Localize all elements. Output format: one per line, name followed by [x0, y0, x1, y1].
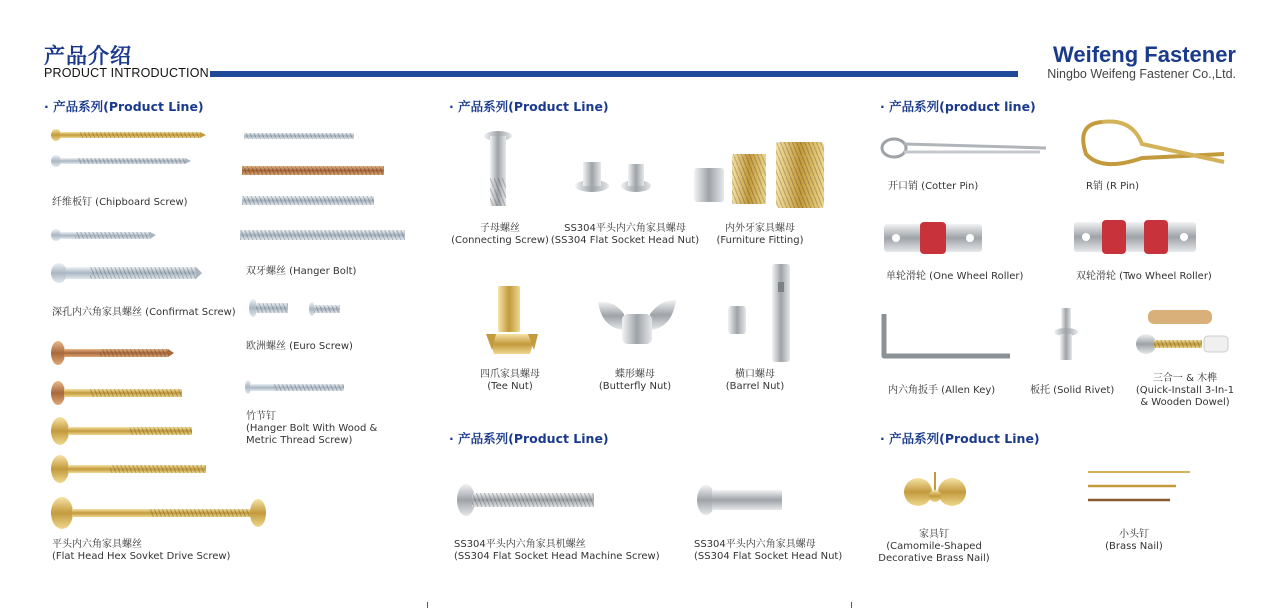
caption-tee-nut-en: (Tee Nut) [487, 381, 533, 392]
section-heading-col2-bottom: · 产品系列(Product Line) [449, 431, 609, 446]
fold-mark-right [851, 602, 852, 608]
caption-brass-nail-en: (Brass Nail) [1105, 541, 1163, 552]
caption-tee-nut-cn: 四爪家具螺母 [480, 369, 540, 380]
furniture-fitting-image [690, 136, 830, 214]
caption-solid-rivet: 板托 (Solid Rivet) [1030, 385, 1115, 396]
chipboard-screw-image [50, 126, 210, 176]
caption-chipboard-screw: 纤维板钉 (Chipboard Screw) [52, 197, 188, 208]
caption-butterfly-nut-cn: 蝶形螺母 [615, 369, 655, 380]
confirmat-screw-image [50, 225, 210, 287]
caption-decorative-nail-en-2: Decorative Brass Nail) [878, 553, 990, 564]
caption-flat-head-screw-en: (Flat Head Hex Sovket Drive Screw) [52, 551, 231, 562]
caption-one-wheel-roller: 单轮滑轮 (One Wheel Roller) [886, 271, 1024, 282]
caption-decorative-nail-en-1: (Camomile-Shaped [886, 541, 982, 552]
caption-barrel-nut-en: (Barrel Nut) [725, 381, 785, 392]
caption-decorative-nail-cn: 家具钉 [919, 529, 949, 540]
barrel-nut-image [724, 262, 796, 364]
hanger-bolt-image [240, 128, 410, 248]
caption-euro-screw: 欧洲螺丝 (Euro Screw) [246, 341, 353, 352]
section-heading-col3-bottom: · 产品系列(Product Line) [880, 431, 1040, 446]
caption-connecting-screw-en: (Connecting Screw) [451, 235, 549, 246]
brass-nail-image [1084, 468, 1194, 504]
caption-bamboo-en-1: (Hanger Bolt With Wood & [246, 423, 378, 434]
two-wheel-roller-image [1072, 216, 1198, 256]
caption-furniture-fitting-en: (Furniture Fitting) [716, 235, 804, 246]
caption-quick-install-cn: 三合一 & 木榫 [1152, 373, 1218, 384]
caption-ss304-nut-cn: SS304平头内六角家具螺母 [564, 223, 686, 234]
decorative-nail-image [900, 466, 970, 512]
r-pin-image [1072, 114, 1232, 172]
euro-screw-image [248, 296, 348, 326]
header-divider [210, 71, 1018, 77]
caption-cotter-pin: 开口销 (Cotter Pin) [888, 181, 979, 192]
hanger-bolt-wood-image [244, 378, 354, 398]
caption-flat-head-screw-cn: 平头内六角家具螺丝 [52, 539, 142, 550]
caption-ss304-nut-en: (SS304 Flat Socket Head Nut) [550, 235, 700, 246]
caption-hanger-bolt: 双牙螺丝 (Hanger Bolt) [246, 266, 357, 277]
machine-screw-image [456, 482, 598, 522]
cotter-pin-image [880, 136, 1050, 162]
caption-confirmat-screw: 深孔内六角家具螺丝 (Confirmat Screw) [52, 307, 236, 318]
caption-connecting-screw-cn: 子母螺丝 [480, 223, 520, 234]
caption-r-pin: R销 (R Pin) [1086, 181, 1139, 192]
caption-two-wheel-roller: 双轮滑轮 (Two Wheel Roller) [1076, 271, 1212, 282]
page-subtitle: PRODUCT INTRODUCTION [44, 66, 209, 80]
connecting-screw-image [478, 128, 518, 214]
caption-ss304-nut-2-en: (SS304 Flat Socket Head Nut) [694, 551, 843, 562]
fold-mark-left [427, 602, 428, 608]
caption-ss304-nut-2-cn: SS304平头内六角家具螺母 [694, 539, 816, 550]
butterfly-nut-image [594, 294, 680, 352]
caption-quick-install-en-1: (Quick-Install 3-In-1 [1135, 385, 1235, 396]
caption-allen-key: 内六角扳手 (Allen Key) [888, 385, 996, 396]
tee-nut-image [484, 284, 540, 360]
one-wheel-roller-image [882, 220, 984, 256]
caption-bamboo-en-2: Metric Thread Screw) [246, 435, 353, 446]
caption-machine-screw-en: (SS304 Flat Socket Head Machine Screw) [454, 551, 660, 562]
page-title: 产品介绍 [44, 44, 132, 68]
ss304-socket-nut-image [572, 156, 662, 208]
caption-butterfly-nut-en: (Butterfly Nut) [598, 381, 672, 392]
section-heading-col2-top: · 产品系列(Product Line) [449, 99, 609, 114]
quick-install-image [1132, 308, 1234, 366]
company-name: Ningbo Weifeng Fastener Co.,Ltd. [1047, 67, 1236, 81]
caption-bamboo-cn: 竹节钉 [246, 411, 276, 422]
ss304-socket-nut-2-image [696, 484, 786, 520]
section-heading-col3-top: · 产品系列(product line) [880, 99, 1036, 114]
caption-machine-screw-cn: SS304平头内六角家具机螺丝 [454, 539, 586, 550]
allen-key-image [880, 312, 1014, 362]
caption-quick-install-en-2: & Wooden Dowel) [1140, 397, 1230, 408]
section-heading-col1: · 产品系列(Product Line) [44, 99, 204, 114]
caption-brass-nail-cn: 小头钉 [1119, 529, 1149, 540]
caption-furniture-fitting-cn: 内外牙家具螺母 [725, 223, 795, 234]
solid-rivet-image [1052, 306, 1080, 364]
brand-name: Weifeng Fastener [1053, 42, 1236, 67]
caption-barrel-nut-cn: 横口螺母 [735, 369, 775, 380]
